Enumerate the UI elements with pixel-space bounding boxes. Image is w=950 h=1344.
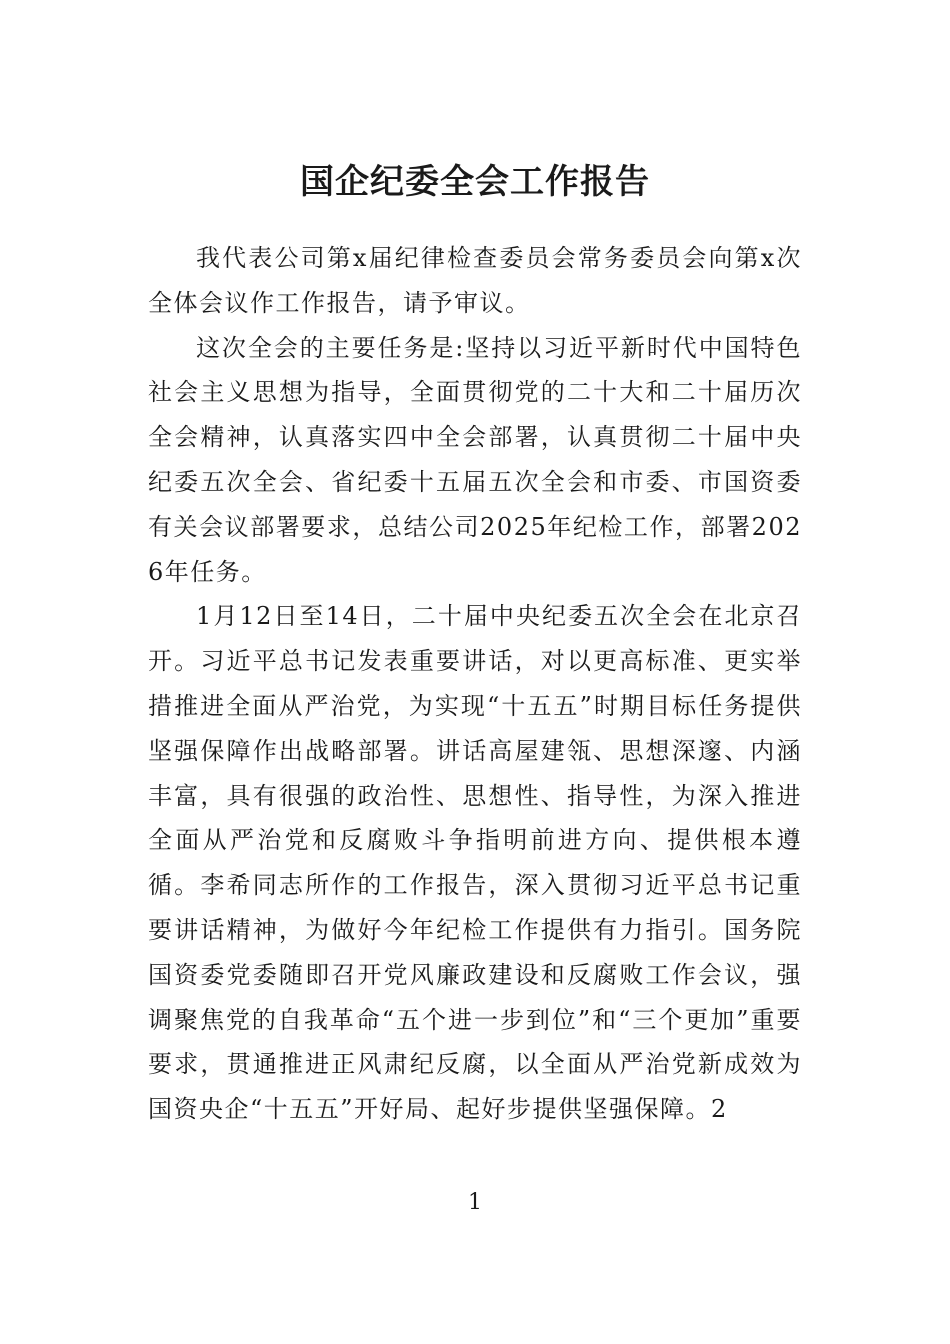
document-title: 国企纪委全会工作报告 <box>300 162 650 202</box>
paragraph-main-tasks: 这次全会的主要任务是:坚持以习近平新时代中国特色社会主义思想为指导，全面贯彻党的二十大和二十届历次全会精神，认真落实四中全会部署，认真贯彻二十届中央纪委五次全会、省纪委十五届五次全会和市委、市国资委有关会议部署要求，总结公司2025年纪检工作，部署2026年任务。 <box>148 333 802 586</box>
document-body <box>148 236 802 1132</box>
page-number: 1 <box>468 1190 482 1215</box>
paragraph-intro: 我代表公司第x届纪律检查委员会常务委员会向第x次全体会议作工作报告，请予审议。 <box>148 244 802 317</box>
paragraph-plenary-session: 1月12日至14日，二十届中央纪委五次全会在北京召开。习近平总书记发表重要讲话，对以更高标准、更实举措推进全面从严治党，为实现“十五五”时期目标任务提供坚强保障作出战略部署。讲话高屋建瓴、思想深邃、内涵丰富，具有很强的政治性、思想性、指导性，为深入推进全面从严治党和反腐败斗争指明前进方向、提供根本遵循。李希同志所作的工作报告，深入贯彻习近平总书记重要讲话精神，为做好今年纪检工作提供有力指引。国务院国资委党委随即召开党风廉政建设和反腐败工作会议，强调聚焦党的自我革命“五个进一步到位”和“三个更加”重要要求，贯通推进正风肃纪反腐，以全面从严治党新成效为国资央企“十五五”开好局、起好步提供坚强保障。2 <box>148 602 802 1124</box>
